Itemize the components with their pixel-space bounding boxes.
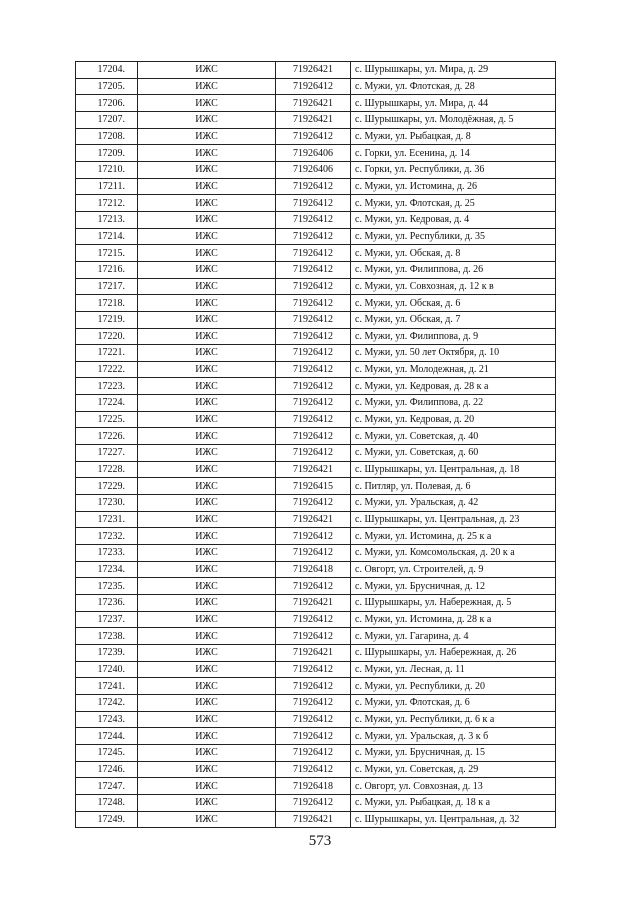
table-row [76,478,556,495]
land-use-type-cell: ИЖС [138,128,276,145]
oktmo-code-cell: 71926412 [276,628,351,645]
land-use-type-cell: ИЖС [138,311,276,328]
row-number-cell: 17206. [76,95,138,112]
oktmo-code-cell: 71926412 [276,711,351,728]
table-row [76,95,556,112]
table-row [76,311,556,328]
oktmo-code-cell: 71926412 [276,744,351,761]
land-use-type-cell: ИЖС [138,428,276,445]
land-use-type-cell: ИЖС [138,295,276,312]
table-row [76,145,556,162]
land-use-type-cell: ИЖС [138,694,276,711]
address-cell: с. Мужи, ул. Флотская, д. 28 [351,78,556,95]
table-row [76,345,556,362]
table-row [76,328,556,345]
address-cell: с. Мужи, ул. Истомина, д. 28 к а [351,611,556,628]
address-cell: с. Мужи, ул. Лесная, д. 11 [351,661,556,678]
address-cell: с. Мужи, ул. Филиппова, д. 22 [351,395,556,412]
table-row [76,595,556,612]
row-number-cell: 17213. [76,211,138,228]
address-cell: с. Овгорт, ул. Строителей, д. 9 [351,561,556,578]
address-cell: с. Мужи, ул. Кедровая, д. 20 [351,411,556,428]
oktmo-code-cell: 71926412 [276,761,351,778]
oktmo-code-cell: 71926412 [276,78,351,95]
address-cell: с. Мужи, ул. Республики, д. 20 [351,678,556,695]
address-cell: с. Мужи, ул. Обская, д. 7 [351,311,556,328]
land-use-type-cell: ИЖС [138,62,276,79]
table-row [76,661,556,678]
oktmo-code-cell: 71926412 [276,728,351,745]
oktmo-code-cell: 71926412 [276,128,351,145]
land-use-type-cell: ИЖС [138,644,276,661]
row-number-cell: 17240. [76,661,138,678]
table-row [76,78,556,95]
table-row [76,761,556,778]
oktmo-code-cell: 71926412 [276,195,351,212]
land-use-type-cell: ИЖС [138,711,276,728]
table-row [76,644,556,661]
oktmo-code-cell: 71926412 [276,678,351,695]
address-cell: с. Мужи, ул. Кедровая, д. 4 [351,211,556,228]
oktmo-code-cell: 71926412 [276,261,351,278]
table-row [76,778,556,795]
table-row [76,178,556,195]
table-row [76,195,556,212]
land-use-type-cell: ИЖС [138,611,276,628]
oktmo-code-cell: 71926412 [276,361,351,378]
address-cell: с. Мужи, ул. Филиппова, д. 9 [351,328,556,345]
address-cell: с. Мужи, ул. Кедровая, д. 28 к а [351,378,556,395]
row-number-cell: 17235. [76,578,138,595]
land-use-type-cell: ИЖС [138,778,276,795]
address-cell: с. Шурышкары, ул. Мира, д. 29 [351,62,556,79]
oktmo-code-cell: 71926412 [276,428,351,445]
row-number-cell: 17229. [76,478,138,495]
oktmo-code-cell: 71926421 [276,595,351,612]
oktmo-code-cell: 71926406 [276,161,351,178]
row-number-cell: 17217. [76,278,138,295]
land-use-type-cell: ИЖС [138,145,276,162]
oktmo-code-cell: 71926412 [276,278,351,295]
table-row [76,161,556,178]
land-use-type-cell: ИЖС [138,345,276,362]
land-use-type-cell: ИЖС [138,395,276,412]
row-number-cell: 17248. [76,794,138,811]
land-use-type-cell: ИЖС [138,595,276,612]
land-use-type-cell: ИЖС [138,728,276,745]
oktmo-code-cell: 71926421 [276,111,351,128]
row-number-cell: 17233. [76,545,138,562]
registry-table [75,61,556,828]
land-use-type-cell: ИЖС [138,495,276,512]
land-use-type-cell: ИЖС [138,545,276,562]
oktmo-code-cell: 71926412 [276,311,351,328]
land-use-type-cell: ИЖС [138,161,276,178]
land-use-type-cell: ИЖС [138,661,276,678]
oktmo-code-cell: 71926421 [276,811,351,828]
table-row [76,378,556,395]
table-row [76,111,556,128]
land-use-type-cell: ИЖС [138,578,276,595]
land-use-type-cell: ИЖС [138,744,276,761]
address-cell: с. Шурышкары, ул. Набережная, д. 5 [351,595,556,612]
row-number-cell: 17231. [76,511,138,528]
address-cell: с. Шурышкары, ул. Центральная, д. 23 [351,511,556,528]
oktmo-code-cell: 71926412 [276,378,351,395]
land-use-type-cell: ИЖС [138,511,276,528]
address-cell: с. Шурышкары, ул. Молодёжная, д. 5 [351,111,556,128]
row-number-cell: 17234. [76,561,138,578]
land-use-type-cell: ИЖС [138,228,276,245]
row-number-cell: 17228. [76,461,138,478]
land-use-type-cell: ИЖС [138,261,276,278]
row-number-cell: 17245. [76,744,138,761]
oktmo-code-cell: 71926421 [276,95,351,112]
address-cell: с. Мужи, ул. Советская, д. 40 [351,428,556,445]
address-cell: с. Мужи, ул. 50 лет Октября, д. 10 [351,345,556,362]
row-number-cell: 17242. [76,694,138,711]
oktmo-code-cell: 71926418 [276,778,351,795]
row-number-cell: 17210. [76,161,138,178]
address-cell: с. Мужи, ул. Флотская, д. 25 [351,195,556,212]
land-use-type-cell: ИЖС [138,761,276,778]
table-row [76,728,556,745]
row-number-cell: 17209. [76,145,138,162]
table-row [76,694,556,711]
row-number-cell: 17246. [76,761,138,778]
address-cell: с. Горки, ул. Есенина, д. 14 [351,145,556,162]
land-use-type-cell: ИЖС [138,211,276,228]
table-row [76,278,556,295]
land-use-type-cell: ИЖС [138,678,276,695]
oktmo-code-cell: 71926421 [276,62,351,79]
row-number-cell: 17239. [76,644,138,661]
table-row [76,128,556,145]
row-number-cell: 17224. [76,395,138,412]
table-row [76,545,556,562]
oktmo-code-cell: 71926412 [276,395,351,412]
row-number-cell: 17225. [76,411,138,428]
oktmo-code-cell: 71926415 [276,478,351,495]
address-cell: с. Горки, ул. Республики, д. 36 [351,161,556,178]
oktmo-code-cell: 71926412 [276,445,351,462]
land-use-type-cell: ИЖС [138,378,276,395]
land-use-type-cell: ИЖС [138,411,276,428]
table-row [76,295,556,312]
row-number-cell: 17204. [76,62,138,79]
row-number-cell: 17208. [76,128,138,145]
table-row [76,628,556,645]
row-number-cell: 17216. [76,261,138,278]
address-cell: с. Шурышкары, ул. Мира, д. 44 [351,95,556,112]
address-cell: с. Мужи, ул. Молодежная, д. 21 [351,361,556,378]
table-row [76,445,556,462]
land-use-type-cell: ИЖС [138,178,276,195]
address-cell: с. Мужи, ул. Флотская, д. 6 [351,694,556,711]
table-row [76,395,556,412]
oktmo-code-cell: 71926412 [276,295,351,312]
oktmo-code-cell: 71926412 [276,611,351,628]
oktmo-code-cell: 71926412 [276,545,351,562]
oktmo-code-cell: 71926412 [276,345,351,362]
land-use-type-cell: ИЖС [138,361,276,378]
address-cell: с. Мужи, ул. Рыбацкая, д. 18 к а [351,794,556,811]
land-use-type-cell: ИЖС [138,111,276,128]
oktmo-code-cell: 71926412 [276,228,351,245]
row-number-cell: 17232. [76,528,138,545]
row-number-cell: 17205. [76,78,138,95]
oktmo-code-cell: 71926406 [276,145,351,162]
table-row [76,528,556,545]
row-number-cell: 17230. [76,495,138,512]
address-cell: с. Мужи, ул. Гагарина, д. 4 [351,628,556,645]
table-row [76,461,556,478]
address-cell: с. Мужи, ул. Филиппова, д. 26 [351,261,556,278]
land-use-type-cell: ИЖС [138,528,276,545]
table-row [76,245,556,262]
oktmo-code-cell: 71926412 [276,495,351,512]
row-number-cell: 17207. [76,111,138,128]
table-row [76,411,556,428]
address-cell: с. Шурышкары, ул. Центральная, д. 32 [351,811,556,828]
address-cell: с. Овгорт, ул. Совхозная, д. 13 [351,778,556,795]
row-number-cell: 17244. [76,728,138,745]
land-use-type-cell: ИЖС [138,328,276,345]
table-row [76,228,556,245]
land-use-type-cell: ИЖС [138,195,276,212]
row-number-cell: 17227. [76,445,138,462]
row-number-cell: 17218. [76,295,138,312]
land-use-type-cell: ИЖС [138,445,276,462]
row-number-cell: 17243. [76,711,138,728]
land-use-type-cell: ИЖС [138,794,276,811]
table-row [76,611,556,628]
oktmo-code-cell: 71926412 [276,694,351,711]
land-use-type-cell: ИЖС [138,811,276,828]
table-row [76,361,556,378]
row-number-cell: 17226. [76,428,138,445]
address-cell: с. Мужи, ул. Советская, д. 60 [351,445,556,462]
oktmo-code-cell: 71926412 [276,211,351,228]
oktmo-code-cell: 71926412 [276,178,351,195]
land-use-type-cell: ИЖС [138,478,276,495]
oktmo-code-cell: 71926418 [276,561,351,578]
row-number-cell: 17221. [76,345,138,362]
address-cell: с. Мужи, ул. Брусничная, д. 12 [351,578,556,595]
table-row [76,578,556,595]
table-row [76,495,556,512]
row-number-cell: 17247. [76,778,138,795]
oktmo-code-cell: 71926412 [276,661,351,678]
table-row [76,794,556,811]
address-cell: с. Шурышкары, ул. Набережная, д. 26 [351,644,556,661]
page-number: 573 [308,833,332,849]
row-number-cell: 17241. [76,678,138,695]
address-cell: с. Мужи, ул. Республики, д. 6 к а [351,711,556,728]
row-number-cell: 17212. [76,195,138,212]
oktmo-code-cell: 71926412 [276,578,351,595]
row-number-cell: 17238. [76,628,138,645]
oktmo-code-cell: 71926412 [276,528,351,545]
table-row [76,711,556,728]
table-row [76,744,556,761]
address-cell: с. Шурышкары, ул. Центральная, д. 18 [351,461,556,478]
oktmo-code-cell: 71926421 [276,461,351,478]
land-use-type-cell: ИЖС [138,95,276,112]
land-use-type-cell: ИЖС [138,561,276,578]
land-use-type-cell: ИЖС [138,245,276,262]
land-use-type-cell: ИЖС [138,278,276,295]
land-use-type-cell: ИЖС [138,78,276,95]
table-row [76,211,556,228]
oktmo-code-cell: 71926412 [276,328,351,345]
table-row [76,811,556,828]
address-cell: с. Мужи, ул. Уральская, д. 3 к б [351,728,556,745]
address-cell: с. Мужи, ул. Советская, д. 29 [351,761,556,778]
address-cell: с. Мужи, ул. Комсомольская, д. 20 к а [351,545,556,562]
land-use-type-cell: ИЖС [138,628,276,645]
table-row [76,511,556,528]
address-cell: с. Мужи, ул. Истомина, д. 26 [351,178,556,195]
row-number-cell: 17249. [76,811,138,828]
address-cell: с. Мужи, ул. Совхозная, д. 12 к в [351,278,556,295]
table-row [76,62,556,79]
address-cell: с. Мужи, ул. Республики, д. 35 [351,228,556,245]
row-number-cell: 17220. [76,328,138,345]
table-row [76,561,556,578]
address-cell: с. Мужи, ул. Обская, д. 6 [351,295,556,312]
row-number-cell: 17214. [76,228,138,245]
address-cell: с. Мужи, ул. Истомина, д. 25 к а [351,528,556,545]
row-number-cell: 17237. [76,611,138,628]
address-cell: с. Питляр, ул. Полевая, д. 6 [351,478,556,495]
oktmo-code-cell: 71926412 [276,794,351,811]
row-number-cell: 17222. [76,361,138,378]
row-number-cell: 17215. [76,245,138,262]
address-cell: с. Мужи, ул. Брусничная, д. 15 [351,744,556,761]
table-row [76,428,556,445]
registry-table-body [76,62,556,828]
row-number-cell: 17219. [76,311,138,328]
row-number-cell: 17223. [76,378,138,395]
oktmo-code-cell: 71926421 [276,511,351,528]
oktmo-code-cell: 71926421 [276,644,351,661]
table-row [76,678,556,695]
address-cell: с. Мужи, ул. Обская, д. 8 [351,245,556,262]
oktmo-code-cell: 71926412 [276,411,351,428]
land-use-type-cell: ИЖС [138,461,276,478]
address-cell: с. Мужи, ул. Уральская, д. 42 [351,495,556,512]
row-number-cell: 17211. [76,178,138,195]
oktmo-code-cell: 71926412 [276,245,351,262]
table-row [76,261,556,278]
row-number-cell: 17236. [76,595,138,612]
address-cell: с. Мужи, ул. Рыбацкая, д. 8 [351,128,556,145]
